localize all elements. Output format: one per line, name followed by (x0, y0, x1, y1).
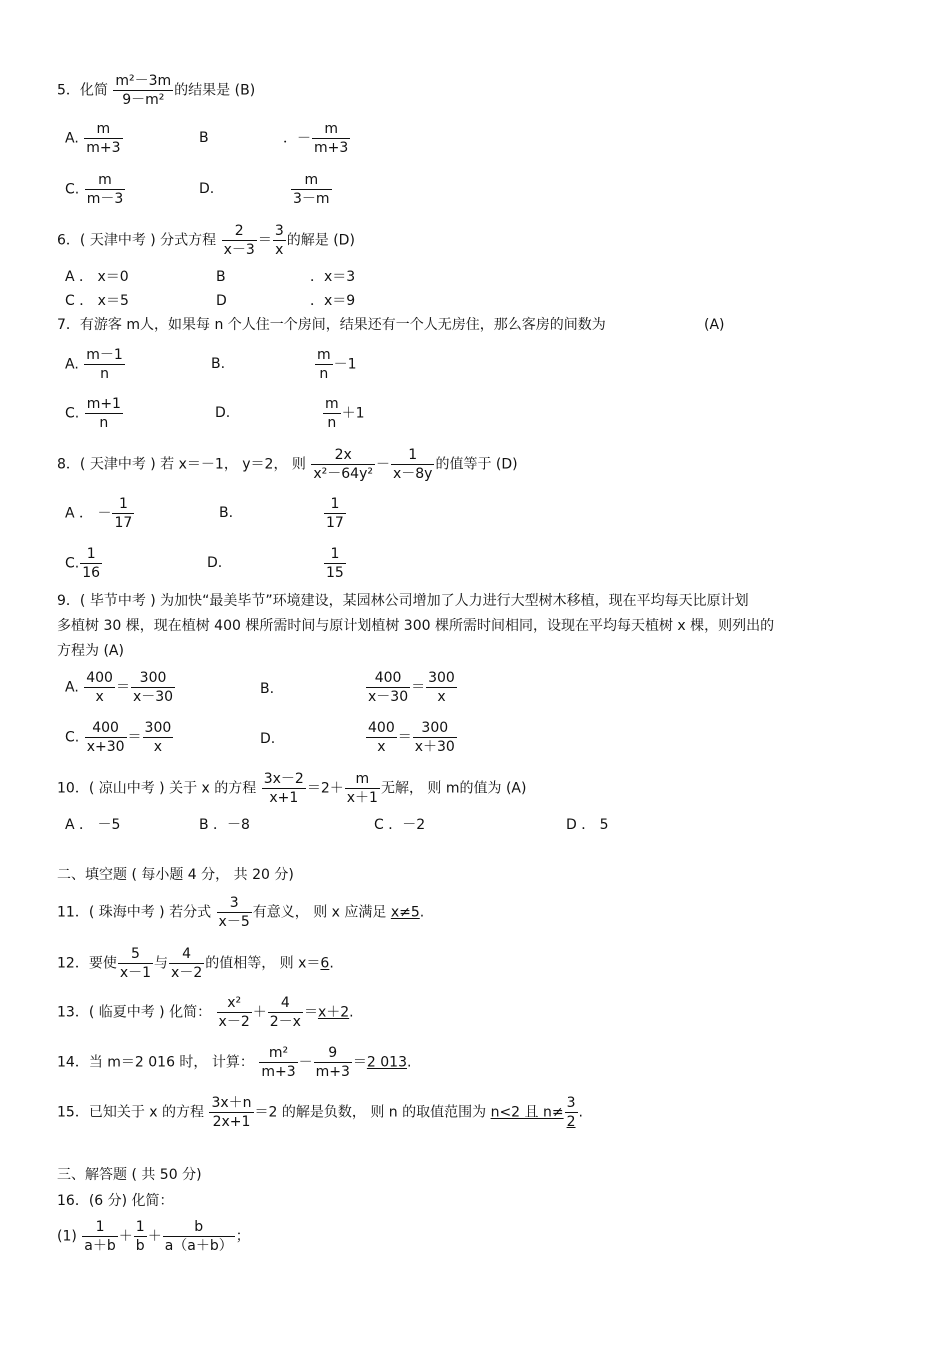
q7-option-d-label: D. (215, 405, 231, 421)
q15-answer: n<2 且 n≠ (490, 1104, 564, 1121)
q5-stem: 5．化简 $\frac{\text{m²－3m}}{\text{9－m²}}$ 的结果是 (B) (57, 73, 256, 108)
q8-stem: 8．( 天津中考 ) 若 x＝－1， y＝2， 则 $\frac{2x}{\text{x²－64y²}}$ － $\frac{1}{x-8y}$ 的值等于 (D) (57, 447, 518, 482)
q9-line-1: 9．( 毕节中考 ) 为加快“最美毕节”环境建设，某园林公司增加了人力进行大型树木移植，现在平均每天比原计划 (57, 593, 749, 609)
q8-option-d: $\frac{1}{15}$ (326, 546, 344, 581)
q13: 13．( 临夏中考 ) 化简： $\frac{\text{x²}}{x-2}$ ＋ $\frac{4}{2-x}$ ＝x＋2. (57, 995, 354, 1030)
q6-option-d: ．x＝9 (310, 293, 356, 309)
q6-stem: 6．( 天津中考 ) 分式方程 $\frac{2}{x-3}$ ＝ $\frac{3}{x}$ 的解是 (D) (57, 223, 355, 258)
q5-option-a: A. $\frac{m}{m+3}$ (65, 121, 121, 156)
q14: 14．当 m＝2 016 时， 计算： $\frac{\text{m²}}{m+3}$ － $\frac{9}{m+3}$ ＝2 013. (57, 1045, 412, 1080)
section-3-heading: 三、解答题 ( 共 50 分) (57, 1167, 202, 1183)
q6-option-c: C ． x＝5 (65, 293, 129, 309)
q5-option-c: C. $\frac{m}{m-3}$ (65, 172, 124, 207)
q9-option-b-label: B. (260, 681, 275, 697)
q12-answer: 6 (320, 955, 330, 972)
q6-option-b: ．x＝3 (310, 269, 356, 285)
q5-option-b: ．－ $\frac{m}{m+3}$ (283, 121, 349, 156)
q9-option-c: C. $\frac{400}{x+30}$ ＝ $\frac{300}{x}$ (65, 720, 172, 755)
q10-option-b: B ．－8 (199, 817, 250, 833)
q7-answer: (A) (704, 317, 725, 333)
q6-option-b-label: B (216, 269, 226, 285)
q5-option-d: $\frac{m}{3-m}$ (293, 172, 330, 207)
q10-option-c: C ．－2 (374, 817, 426, 833)
q9-option-d-label: D. (260, 731, 276, 747)
q13-answer: x＋2 (317, 1004, 350, 1021)
q10-option-a: A ． －5 (65, 817, 121, 833)
q16-stem: 16．(6 分) 化简： (57, 1193, 174, 1209)
q11: 11．( 珠海中考 ) 若分式 $\frac{3}{x-5}$ 有意义， 则 x 应满足 x≠5. (57, 895, 425, 930)
q10-option-d: D ． 5 (566, 817, 609, 833)
q8-option-c: C. $\frac{1}{16}$ (65, 546, 101, 581)
q11-answer: x≠5 (390, 904, 420, 921)
q7-option-b-label: B. (211, 356, 226, 372)
q7-option-b: $\frac{m}{n}$ －1 (317, 347, 357, 382)
q9-option-d: $\frac{400}{x}$ ＝ $\frac{300}{x+30}$ (368, 720, 455, 755)
q9-line-2: 多植树 30 棵，现在植树 400 棵所需时间与原计划植树 300 棵所需时间相同，设现在平均每天植树 x 棵，则列出的 (57, 618, 775, 634)
q14-answer: 2 013 (366, 1054, 407, 1071)
q7-option-d: $\frac{m}{n}$ ＋1 (325, 396, 365, 431)
q8-option-b: $\frac{1}{17}$ (326, 496, 344, 531)
q9-option-b: $\frac{400}{x-30}$ ＝ $\frac{300}{x}$ (368, 670, 455, 705)
q8-option-a: A ． － $\frac{1}{17}$ (65, 496, 133, 531)
q12: 12．要使 $\frac{5}{x-1}$ 与 $\frac{4}{x-2}$ 的值相等， 则 x＝6. (57, 946, 334, 981)
q7-option-a: A. $\frac{m-1}{n}$ (65, 347, 123, 382)
q15: 15．已知关于 x 的方程 $\frac{3x+n}{2x+1}$ ＝2 的解是负数， 则 n 的取值范围为 n<2 且 n≠ $\frac{3}{2}$ . (57, 1095, 583, 1130)
q5-option-b-label: B (199, 130, 209, 146)
q10-stem: 10．( 凉山中考 ) 关于 x 的方程 $\frac{3x-2}{x+1}$ ＝2＋ $\frac{m}{x+1}$ 无解， 则 m的值为 (A) (57, 771, 527, 806)
q6-option-d-label: D (216, 293, 227, 309)
q16-part-1: (1) $\frac{1}{a+b}$ ＋ $\frac{1}{b}$ ＋ $\frac{b}{a(a+b)}$ ； (57, 1219, 250, 1254)
q9-line-3: 方程为 (A) (57, 643, 124, 659)
q6-option-a: A ． x＝0 (65, 269, 129, 285)
q8-option-b-label: B. (219, 505, 234, 521)
q9-option-a: A. $\frac{400}{x}$ ＝ $\frac{300}{x-30}$ (65, 670, 174, 705)
q7-stem: 7．有游客 m人，如果每 n 个人住一个房间，结果还有一个人无房住，那么客房的间数为 (57, 317, 606, 333)
section-2-heading: 二、填空题 ( 每小题 4 分， 共 20 分) (57, 867, 294, 883)
q5-option-d-label: D. (199, 181, 215, 197)
q5-fraction: $\frac{\text{m²－3m}}{\text{9－m²}}$ (115, 73, 172, 108)
q7-option-c: C. $\frac{m+1}{n}$ (65, 396, 121, 431)
q8-option-d-label: D. (207, 555, 223, 571)
